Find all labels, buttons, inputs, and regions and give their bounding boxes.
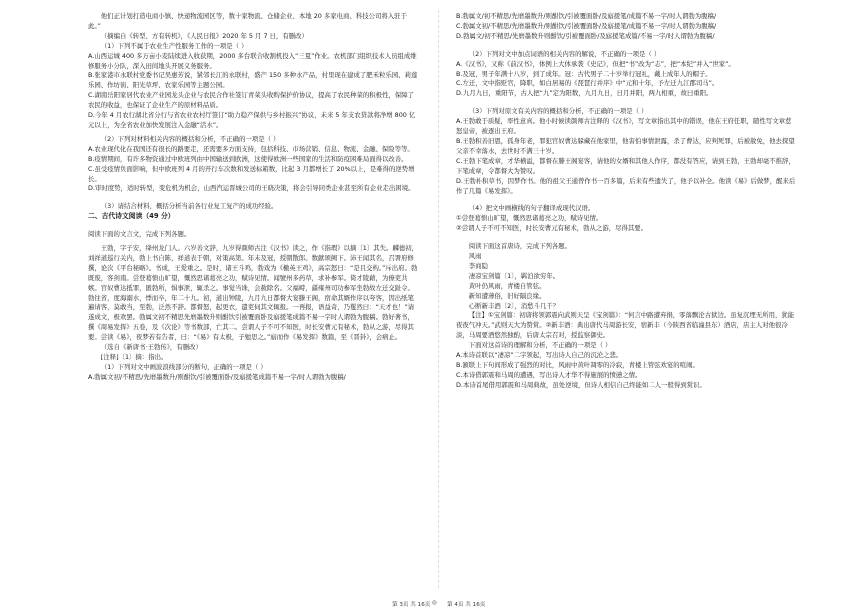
left-line-23: A.勃属文初/不精思/先磨墨数升/则酣饮/引被覆面卧/及寤援笔成篇不易一字/时人谓勃为腹稿/ (88, 372, 346, 381)
right-line-18: ②尝谓人子不可不知医，时长安曹元有秘术，勃从之游，尽得其要。 (456, 224, 648, 233)
right-line-27: 【注】①宝剑篇：初唐将领郭震向武则天呈《宝剑篇》：“何言中路遭弃捐，零落飘沦古狱边。虽复沉埋无所用，犹能夜夜气冲天。”武则天大为赞赏。②新丰酒：典出唐代马周游长安，宿新丰（今陕西省临潼县东）酒店，店主人对他很冷淡，马周要酒悠然独酌，后唐太宗召对，授监察御史。 (456, 311, 795, 340)
right-line-2: D.勃属文/初不精思/先磨墨数升则酣饮/引被覆面卧/及寤援笔成篇/不易一字/时人谓勃为腹稿/ (456, 31, 715, 40)
right-line-26: 心断新丰酒〔2〕，消愁斗几千？ (468, 301, 560, 310)
right-line-8: D.九月九日，重阳节，古人把“九”定为阳数，九月九日，日月并阳，两九相重，故曰重阳。 (456, 89, 713, 98)
left-line-1: （摘编自《转型、方有转机》，《人民日报》2020 年 5 月 7 日，有删改） (100, 31, 308, 40)
right-line-14: D.王勃朴积草书，因梦作书。他的祖父王通曾作书一百多篇，后来有些遗失了，他予以补全。他读《易》后做梦，醒来后作了几篇《易发挥》。 (456, 176, 796, 195)
left-line-22: （1）下列对文中画波浪线部分的断句，正确的一项是（ ） (100, 362, 267, 371)
center-mark: ◎ (432, 600, 437, 606)
right-line-22: 李商隐 (468, 261, 488, 270)
left-line-11: C.虽受疫情负面影响，但中欧班列 4 月的开行车次数和发送标箱数，比起 3 月都增长了 20%以上，是难得的逆势增长。 (88, 164, 415, 183)
left-line-8: （2）下列对材料相关内容的概括和分析，不正确的一项是（ ） (100, 134, 280, 143)
left-line-15: 二、古代诗文阅读（49 分） (88, 212, 175, 221)
left-line-0: 他们正计划打造电商小镇、快递物流园区等，数十家物流、仓储企业、本地 20 多家电商、科技公司将入驻于此。” (88, 12, 407, 30)
right-line-6: B.及冠，男子年满十八岁，到了成年。冠：古代男子二十岁举行冠礼，戴上成年人的帽子。 (456, 69, 712, 78)
right-line-5: A.《汉书》，又称《前汉书》，体例上大体承袭《史记》，但把“书”改为“志”，把“本纪”并入“世家”。 (456, 59, 735, 68)
right-line-31: C.本诗借郭震和马周的遭遇，写出诗人才华不得施展的愤懑之情。 (456, 370, 642, 379)
left-line-19: 王勃，字子安，绛州龙门人。六岁善文辞，九岁得颜师古注《汉书》读之，作《指瑕》以摘〔1〕其失。麟德初，刘祥道巡行关内，勃上书自陈，祥道表于朝，对策高第。年未及冠，授朝散郎。数献颂阙下。沛王闻其名，召署府修撰，论次《平台秘略》。书成，王爱重之。是时，诸王斗鸡，勃戏为《檄英王鸡》，高宗怒曰：“是且交构。”斥出府。勃既废，客剑南。尝登葛愦山旷望，慨然思诸葛亮之功，赋诗见情。闻號州多药草，求补参军。倚才陵藉，为僚吏共嫉。官奴曹达抵罪，匿勃所，惧事泄，辄杀之。事觉当诛，会赦除名。父福畤，繇雍州司功参军坐勃故左迁交趾令。勃往省，度海溺水，悸而卒，年二十九。初，道出钟陵，九月九日都督大宴滕王阁，宿命其婿作序以夸客，因出纸笔遍请客，莫敢当，至勃，泛然不辞。都督怒，起更衣，遣吏伺其文辄报。一再报，语益奇，乃矍然曰：“天才也！”请遂成文，极欢罢。勃属文初不精思先磨墨数升则酣饮引被覆面卧及寤援笔成篇不易一字时人谓勃为腹稿。勃好著书，撰《周易发挥》五卷，及《次论》等书数部，亡其二。尝谓人子不可不知医，时长安曹元有秘术，勃从之游，尽得其要。尝读《易》，夜梦若有告者，曰：“《易》有太极，子勉思之。”寤而作《易发挥》数篇，至《晋卦》，会病止。 (88, 244, 418, 342)
right-line-21: 风雨 (468, 252, 482, 261)
left-page-column (88, 12, 418, 582)
left-line-3: A.山西运城 400 多万亩小麦陆续进入收获期，2000 多台联合收割机投入“三夏”作业。农机部门组织技术人员组成维修服务小分队，深入田间地头开展义务服务。 (88, 51, 417, 70)
page-divider (438, 10, 439, 588)
right-line-3 (456, 42, 796, 50)
right-line-12: B.王勃积善旧恩，孤身年老，罪犯官奴曹达躲藏在他家里，他害怕事情泄露，杀了曹达，应判死罪，后被赦免，他去探望父亲不幸落水，去世时不满三十岁。 (456, 136, 795, 155)
right-line-20: 阅读下面这首唐诗，完成下列各题。 (468, 242, 572, 251)
left-line-10: B.疫情期间，有许多物资通过中欧班列由中国输送到欧洲，这使得欧洲一些国家的生活和防疫困难局面得以改善。 (88, 154, 408, 163)
right-line-19 (456, 234, 796, 242)
left-page-number: 第 3页 共 16页 (392, 602, 431, 608)
right-page-number: 第 4页 共 16页 (447, 602, 486, 608)
left-line-14: （3）请结合材料，概括分析当前各行业复工复产的成功经验。 (100, 202, 278, 211)
right-line-30: B.颔联上下句间形成了强烈的对比，风雨中黄叶凋零的冷寂，青楼上管弦欢宴的喧闹。 (456, 361, 699, 369)
right-line-23: 凄凉宝剑篇〔1〕，羁泊欲穷年。 (468, 271, 560, 280)
right-page-column (456, 12, 796, 582)
right-line-4: （2）下列对文中加点词语的相关内容的解说，不正确的一项是（ ） (468, 49, 661, 58)
right-line-29: A.本诗首联以“凄凉”二字领起，写出诗人自己的沉沦之悲。 (456, 351, 623, 360)
left-line-21: [注释]〔1〕摘：指出。 (100, 353, 168, 361)
left-line-17: 阅读下面的文言文，完成下列各题。 (88, 230, 191, 239)
right-line-32: D.本诗首尾借用郭震和马周典故，虽处逆境，但诗人相信自己终能如二人一般得到赏识。 (456, 380, 706, 389)
left-line-6: D.今年 4 月农行湖北省分行与省农业农村厅签订“助力稳产保供与乡村振兴”协议，未来 5 年支农贷款将净增 800 亿元以上，为全省农业加快发展注入金融“活水”。 (88, 111, 416, 129)
left-line-5: C.湖南岳阳家居代农业产业园龙头企业与农民合作社签订青菜头收购保护价协议，提高了农民种菜的积极性，保障了农民的收益，也保证了企业生产的原材料品质。 (88, 91, 415, 110)
right-line-25: 新知遭薄俗，旧好隔良缘。 (468, 291, 546, 300)
left-line-16 (88, 222, 418, 230)
right-line-1: C.勃属文初/不精思/先磨墨数升/则酣饮/引被覆面卧/及寤援笔/成篇不易一字/时人谓勃为腹稿/ (456, 21, 717, 30)
right-line-10: （3）下列对原文有关内容的概括和分析，不正确的一项是（ ） (468, 107, 648, 116)
left-line-2: （1）下列不属于农业生产性服务工作的一项是（ ） (100, 41, 248, 50)
right-line-11: A.王勃敢于质疑，率性意真。他小时候读颜师古注释的《汉书》，写文章指出其中的错误，他在王府任职，随性写文章惹怒皇帝，被逐出王府。 (456, 117, 792, 136)
left-line-4: B.张家港市永联村党委书记吴惠芳说，紧邻长江的永联村，盛产 150 多种水产品，村里现在建成了肥禾粒乐园、莉莲乐园、作坊街、阳光草坪、农家乐园等主题公园。 (88, 71, 418, 90)
left-line-20: （选自《新唐书·王勃传》，有删改） (100, 343, 202, 352)
right-line-7: C.左迁，文中指贬官，降职，如白居易的《琵琶行并序》中“元和十年，予左迁九江郡司马”。 (456, 79, 719, 88)
right-line-16: （4）把文中画横线的句子翻译成现代汉语。 (468, 204, 595, 213)
left-line-9: A.农业现代化在我国还有很长的路要走，还需要多方面支持，包括科技、市场营销、信息、物流、金融、保险等等。 (88, 144, 414, 153)
right-line-0: B.勃属文/初不精思/先磨墨数升/则酣饮/引被覆面卧/及寤援笔/成篇不易一字/时人谓勃为腹稿/ (456, 12, 717, 20)
right-line-13: C.王勃下笔成章，才华横溢，都督在滕王阁宴客，请他的女婿和其他人作序，都没有答应，请到王勃，王勃却毫不推辞，下笔成章，令都督大为赞叹。 (456, 156, 795, 175)
right-line-24: 黄叶仍风雨，青楼自管弦。 (468, 281, 546, 290)
right-line-28: 下面对这首诗的理解和分析，不正确的一项是（ ） (468, 341, 612, 350)
right-line-17: ①尝登葛愦山旷望，慨然思诸葛亮之功，赋诗见情。 (456, 214, 603, 223)
left-line-12: D.审时度势，适时转型，变危机为机会，山西汽运晋城公司的王晓决策，将会引导同类企业甚至所有企业走出困境。 (88, 184, 415, 193)
